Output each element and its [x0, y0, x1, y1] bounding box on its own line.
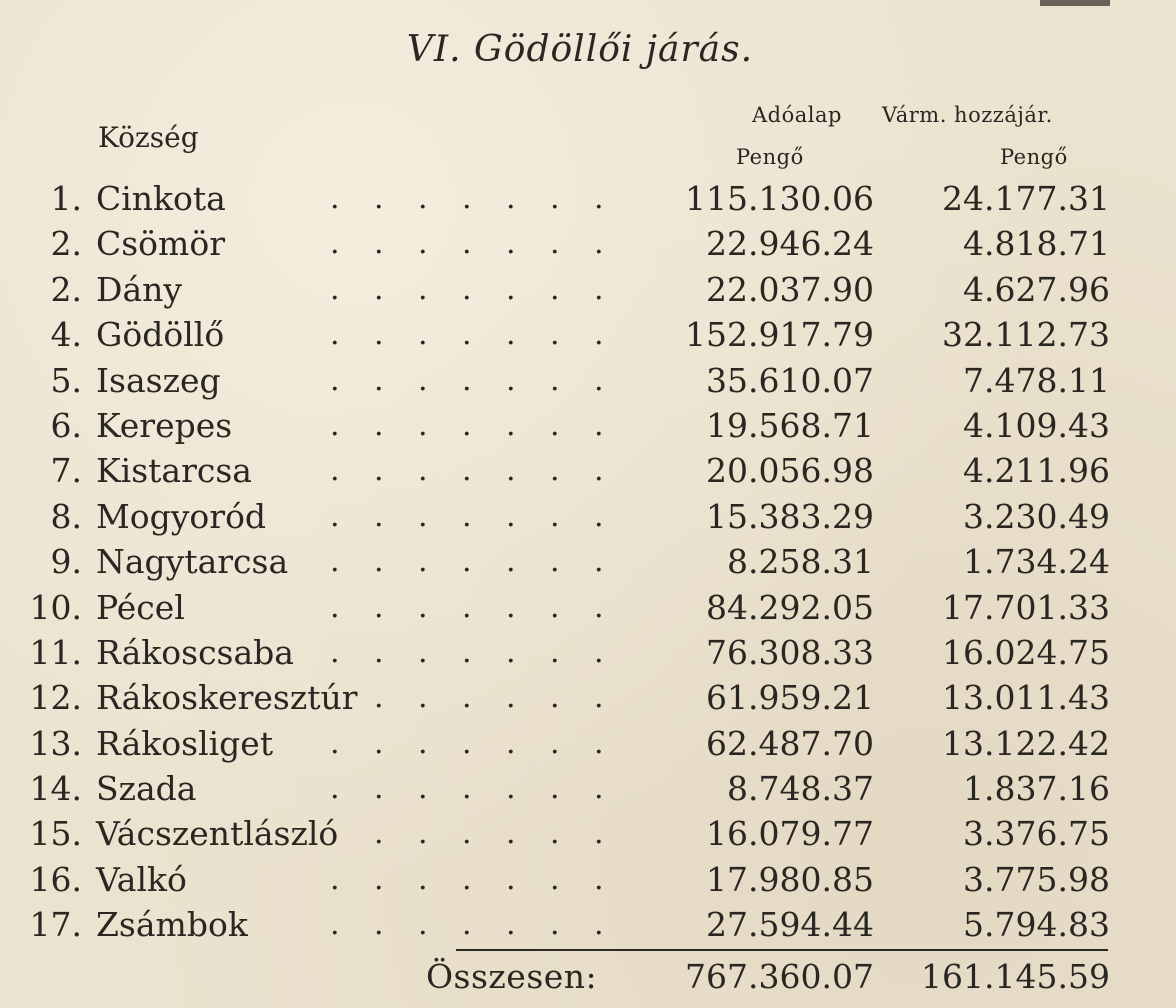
- row-number: 2.: [50, 269, 82, 309]
- row-varm-hozzajar: 7.478.11: [963, 360, 1110, 400]
- row-kozseg-name: Kerepes: [96, 405, 233, 445]
- dot-leader: . . . . . .: [374, 816, 604, 852]
- row-adoalap: 22.946.24: [706, 224, 874, 264]
- row-kozseg-name: Szada: [96, 769, 197, 809]
- row-number: 6.: [50, 405, 82, 445]
- row-kozseg-name: Cinkota: [96, 179, 226, 218]
- table-row: [0, 448, 1176, 493]
- total-row: [0, 952, 1176, 1002]
- row-adoalap: 19.568.71: [706, 405, 874, 445]
- table-row: [0, 721, 1176, 766]
- table-row: [0, 494, 1176, 539]
- row-adoalap: 152.917.79: [685, 315, 874, 355]
- row-varm-hozzajar: 1.837.16: [963, 769, 1110, 809]
- row-adoalap: 8.748.37: [727, 769, 874, 809]
- total-adoalap: 767.360.07: [685, 957, 874, 996]
- row-varm-hozzajar: 13.011.43: [942, 678, 1110, 718]
- row-number: 12.: [29, 678, 82, 718]
- row-kozseg-name: Pécel: [96, 587, 185, 627]
- row-number: 11.: [29, 632, 82, 672]
- row-number: 4.: [50, 315, 82, 355]
- table-body: [0, 176, 1176, 948]
- row-kozseg-name: Zsámbok: [96, 905, 248, 945]
- row-varm-hozzajar: 13.122.42: [942, 723, 1110, 763]
- row-adoalap: 17.980.85: [706, 859, 874, 899]
- dot-leader: . . . . . . .: [330, 181, 604, 216]
- row-kozseg-name: Valkó: [96, 859, 187, 899]
- dot-leader: . . . . . . .: [330, 226, 604, 262]
- row-number: 16.: [29, 859, 82, 899]
- row-number: 8.: [50, 496, 82, 536]
- row-varm-hozzajar: 32.112.73: [942, 315, 1110, 355]
- page-title: VI. Gödöllői járás.: [406, 29, 754, 70]
- row-number: 14.: [29, 769, 82, 809]
- row-kozseg-name: Rákoscsaba: [96, 632, 294, 672]
- row-adoalap: 20.056.98: [706, 451, 874, 491]
- row-varm-hozzajar: 3.775.98: [963, 859, 1110, 899]
- row-number: 15.: [29, 814, 82, 854]
- row-adoalap: 115.130.06: [685, 179, 874, 218]
- header-kozseg: Község: [98, 121, 199, 154]
- dot-leader: . . . . . . .: [330, 498, 604, 534]
- row-adoalap: 27.594.44: [706, 905, 874, 945]
- row-kozseg-name: Mogyoród: [96, 496, 267, 536]
- row-kozseg-name: Dány: [96, 269, 183, 309]
- dot-leader: . . . . . . .: [330, 861, 604, 897]
- table-row: [0, 811, 1176, 856]
- table-row: [0, 766, 1176, 811]
- total-divider: [456, 949, 1108, 951]
- dot-leader: . . . . . . .: [330, 362, 604, 398]
- row-adoalap: 8.258.31: [727, 542, 874, 582]
- table-row: [0, 630, 1176, 675]
- row-kozseg-name: Gödöllő: [96, 315, 225, 355]
- header-varm-unit: Pengő: [1000, 145, 1068, 169]
- table-row: [0, 176, 1176, 221]
- row-adoalap: 84.292.05: [706, 587, 874, 627]
- header-adoalap-unit: Pengő: [736, 145, 804, 169]
- row-number: 7.: [50, 451, 82, 491]
- row-varm-hozzajar: 16.024.75: [942, 632, 1110, 672]
- table-row: [0, 403, 1176, 448]
- row-adoalap: 22.037.90: [706, 269, 874, 309]
- row-varm-hozzajar: 4.109.43: [963, 405, 1110, 445]
- row-adoalap: 35.610.07: [706, 360, 874, 400]
- dot-leader: . . . . . . .: [330, 407, 604, 443]
- dot-leader: . . . . . . .: [330, 453, 604, 489]
- row-kozseg-name: Rákosliget: [96, 723, 274, 763]
- row-number: 17.: [29, 905, 82, 945]
- table-row: [0, 539, 1176, 584]
- table-row: [0, 675, 1176, 720]
- table-row: [0, 221, 1176, 266]
- row-number: 5.: [50, 360, 82, 400]
- row-varm-hozzajar: 3.376.75: [963, 814, 1110, 854]
- row-adoalap: 15.383.29: [706, 496, 874, 536]
- row-kozseg-name: Isaszeg: [96, 360, 221, 400]
- dot-leader: . . . . . . .: [330, 771, 604, 807]
- header-varm-hozzajar: Várm. hozzájár.: [882, 103, 1053, 127]
- dot-leader: . . . . . . .: [330, 725, 604, 761]
- row-number: 10.: [29, 587, 82, 627]
- table-row: [0, 358, 1176, 403]
- row-adoalap: 61.959.21: [706, 678, 874, 718]
- row-varm-hozzajar: 4.627.96: [963, 269, 1110, 309]
- row-varm-hozzajar: 4.211.96: [963, 451, 1110, 491]
- row-number: 13.: [29, 723, 82, 763]
- row-kozseg-name: Rákoskeresztúr: [96, 678, 358, 718]
- row-varm-hozzajar: 4.818.71: [963, 224, 1110, 264]
- row-adoalap: 62.487.70: [706, 723, 874, 763]
- total-label: Összesen:: [426, 957, 598, 996]
- dot-leader: . . . . . .: [374, 680, 604, 716]
- row-varm-hozzajar: 5.794.83: [963, 905, 1110, 945]
- table-row: [0, 857, 1176, 902]
- row-varm-hozzajar: 1.734.24: [963, 542, 1110, 582]
- table-row: [0, 267, 1176, 312]
- dot-leader: . . . . . . .: [330, 634, 604, 670]
- dot-leader: . . . . . . .: [330, 544, 604, 580]
- row-number: 9.: [50, 542, 82, 582]
- row-adoalap: 76.308.33: [706, 632, 874, 672]
- row-number: 2.: [50, 224, 82, 264]
- dot-leader: . . . . . . .: [330, 589, 604, 625]
- table-row: [0, 312, 1176, 357]
- row-varm-hozzajar: 17.701.33: [942, 587, 1110, 627]
- table-row: [0, 585, 1176, 630]
- row-varm-hozzajar: 3.230.49: [963, 496, 1110, 536]
- header-adoalap: Adóalap: [752, 103, 842, 127]
- row-number: 1.: [50, 179, 82, 218]
- row-kozseg-name: Kistarcsa: [96, 451, 252, 491]
- dot-leader: . . . . . . .: [330, 907, 604, 943]
- print-mark: [1040, 0, 1110, 6]
- row-kozseg-name: Csömör: [96, 224, 225, 264]
- dot-leader: . . . . . . .: [330, 317, 604, 353]
- row-adoalap: 16.079.77: [706, 814, 874, 854]
- row-varm-hozzajar: 24.177.31: [942, 179, 1110, 218]
- dot-leader: . . . . . . .: [330, 271, 604, 307]
- total-varm: 161.145.59: [921, 957, 1110, 996]
- table-row: [0, 902, 1176, 947]
- row-kozseg-name: Nagytarcsa: [96, 542, 289, 582]
- row-kozseg-name: Vácszentlászló: [96, 814, 339, 854]
